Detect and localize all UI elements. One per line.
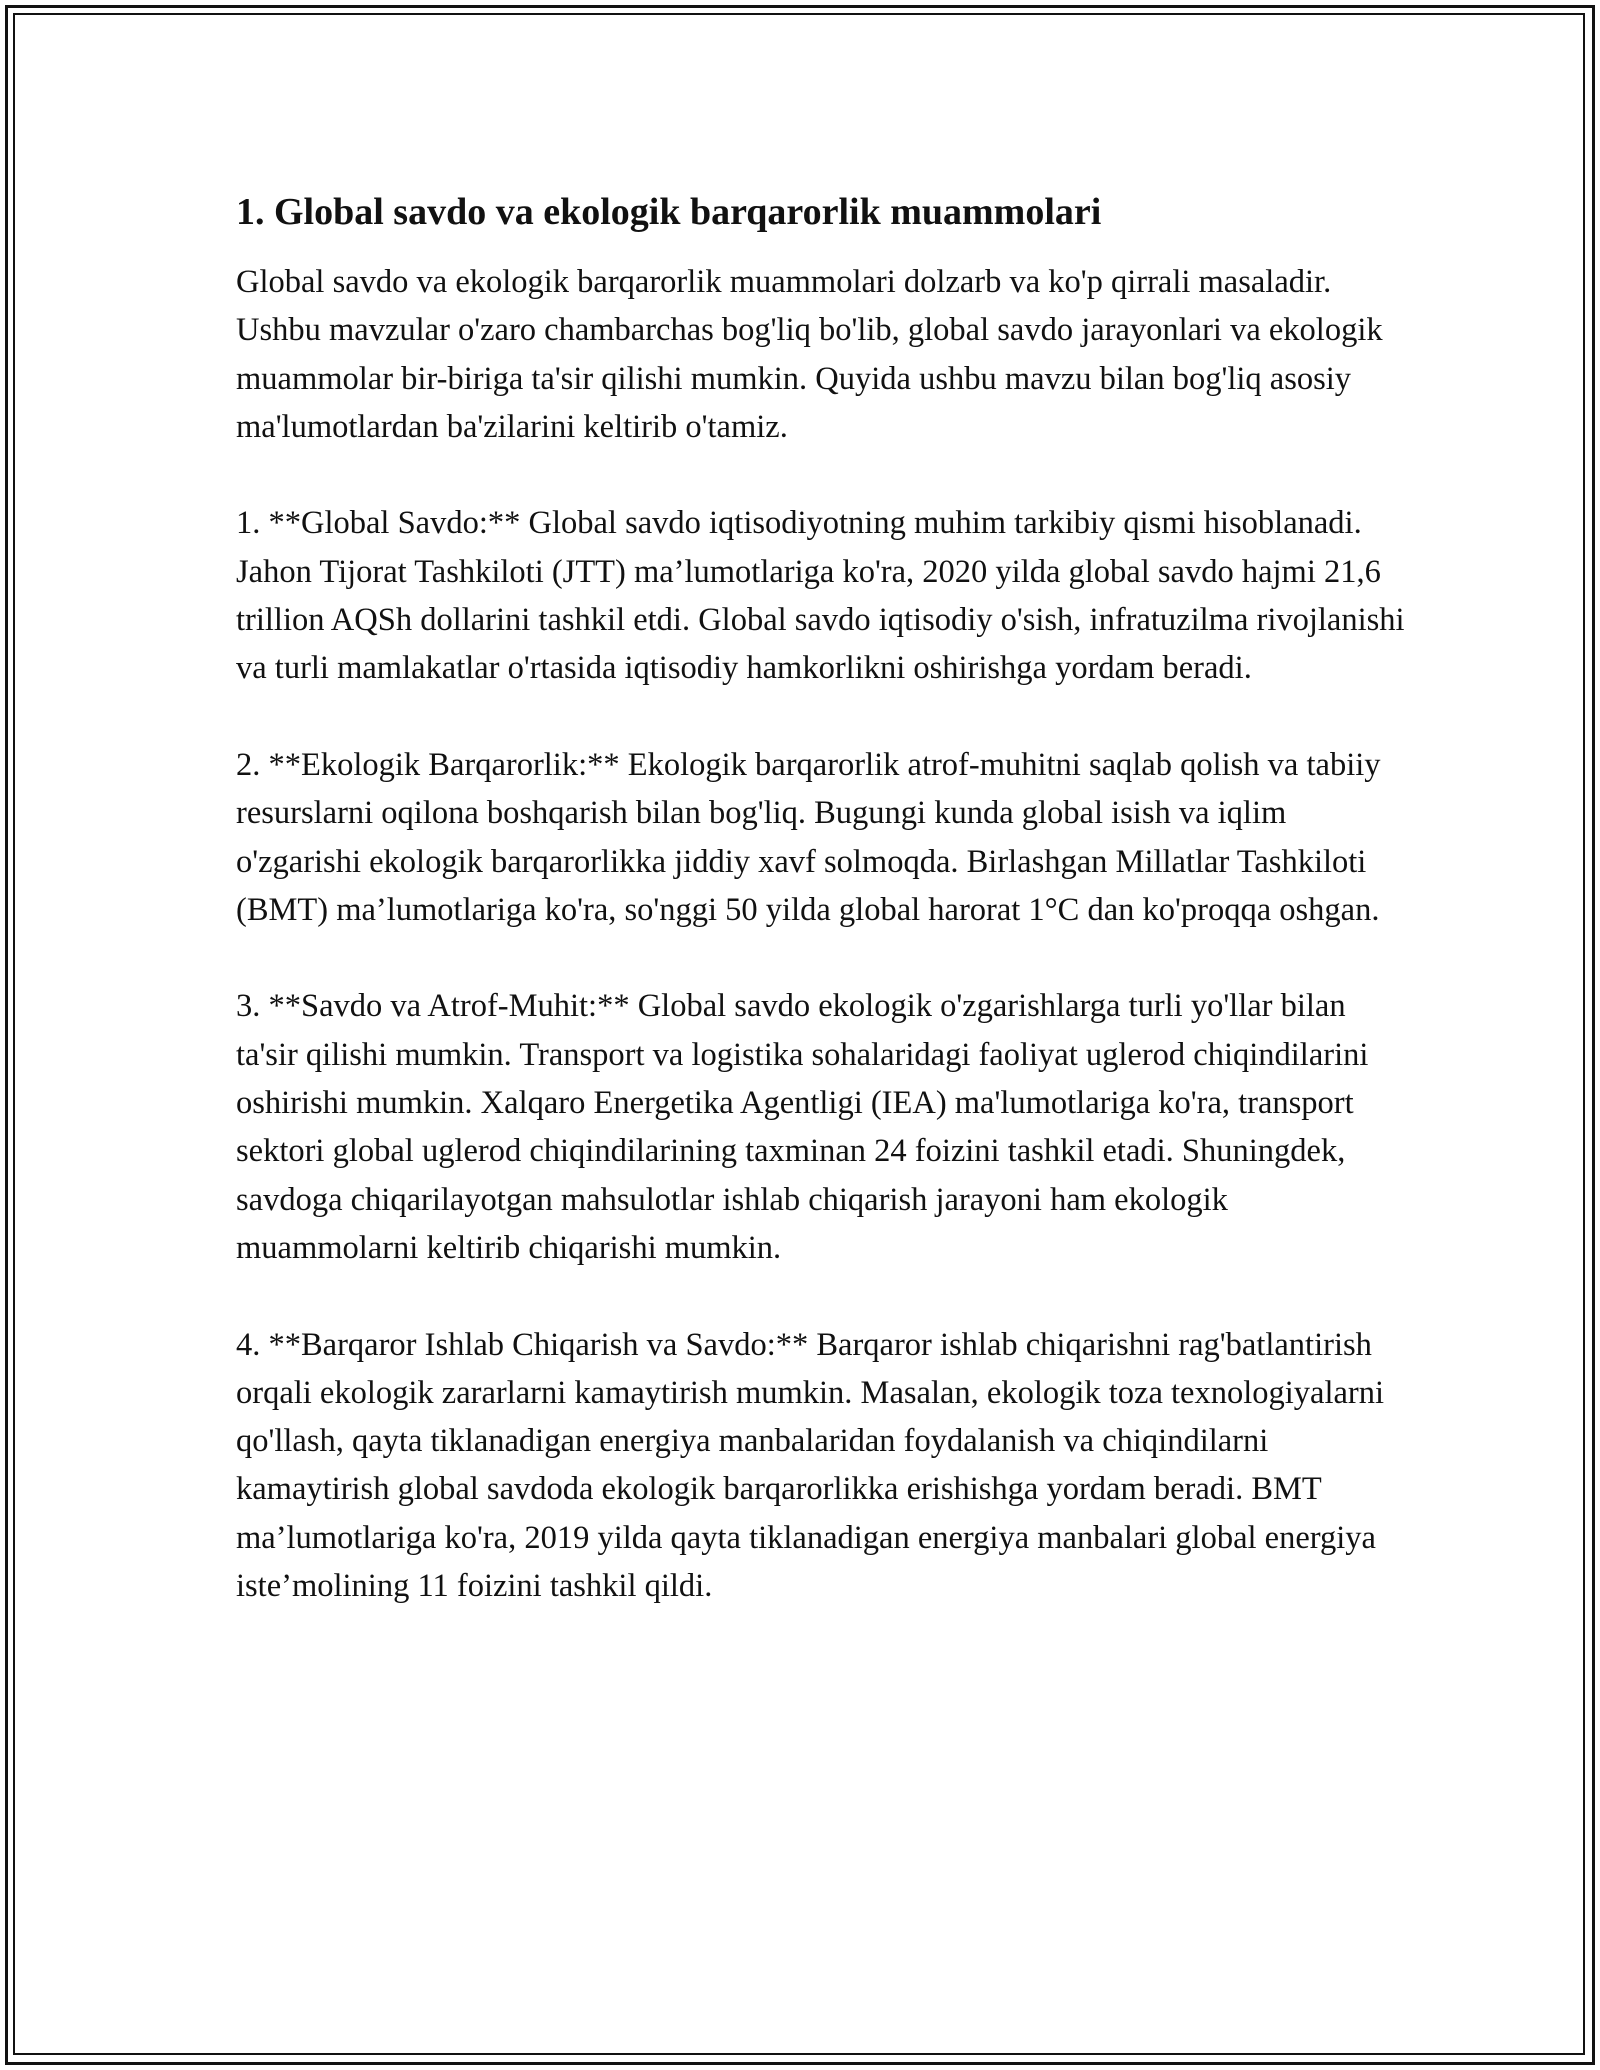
document-title: 1. Global savdo va ekologik barqarorlik muammolari: [236, 191, 1102, 233]
paragraph-savdo-va-atrof-muhit: 3. **Savdo va Atrof-Muhit:** Global savdo ekologik o'zgarishlarga turli yo'llar bilan ta'sir qilishi mumkin. Transport va logistika sohalaridagi faoliyat uglerod chiqindilarini oshirishi mumkin. Xalqaro Energetika Agentligi (IEA) ma'lumotlariga ko'ra, transport sektori global uglerod chiqindilarining taxminan 24 foizini tashkil etadi. Shuningdek, savdoga chiqarilayotgan mahsulotlar ishlab chiqarish jarayoni ham ekologik muammolarni keltirib chiqarishi mumkin.: [236, 988, 1369, 1266]
intro-paragraph: Global savdo va ekologik barqarorlik muammolari dolzarb va ko'p qirrali masaladir. Ushbu mavzular o'zaro chambarchas bog'liq bo'lib, global savdo jarayonlari va ekologik muammolar bir-biriga ta'sir qilishi mumkin. Quyida ushbu mavzu bilan bog'liq asosiy ma'lumotlardan ba'zilarini keltirib o'tamiz.: [236, 264, 1383, 445]
paragraph-ekologik-barqarorlik: 2. **Ekologik Barqarorlik:** Ekologik barqarorlik atrof-muhitni saqlab qolish va tabiiy resurslarni oqilona boshqarish bilan bog'liq. Bugungi kunda global isish va iqlim o'zgarishi ekologik barqarorlikka jiddiy xavf solmoqda. Birlashgan Millatlar Tashkiloti (BMT) ma’lumotlariga ko'ra, so'nggi 50 yilda global harorat 1°C dan ko'proqqa oshgan.: [236, 746, 1381, 928]
paragraph-barqaror-ishlab-chiqarish: 4. **Barqaror Ishlab Chiqarish va Savdo:** Barqaror ishlab chiqarishni rag'batlantirish orqali ekologik zararlarni kamaytirish mumkin. Masalan, ekologik toza texnologiyalarni qo'llash, qayta tiklanadigan energiya manbalaridan foydalanish va chiqindilarni kamaytirish global savdoda ekologik barqarorlikka erishishga yordam beradi. BMT ma’lumotlariga ko'ra, 2019 yilda qayta tiklanadigan energiya manbalari global energiya iste’molining 11 foizini tashkil qildi.: [236, 1326, 1385, 1605]
document-body: [236, 186, 1406, 1610]
paragraph-global-savdo: 1. **Global Savdo:** Global savdo iqtisodiyotning muhim tarkibiy qismi hisoblanadi. Jahon Tijorat Tashkiloti (JTT) ma’lumotlariga ko'ra, 2020 yilda global savdo hajmi 21,6 trillion AQSh dollarini tashkil etdi. Global savdo iqtisodiy o'sish, infratuzilma rivojlanishi va turli mamlakatlar o'rtasida iqtisodiy hamkorlikni oshirishga yordam beradi.: [236, 505, 1405, 687]
